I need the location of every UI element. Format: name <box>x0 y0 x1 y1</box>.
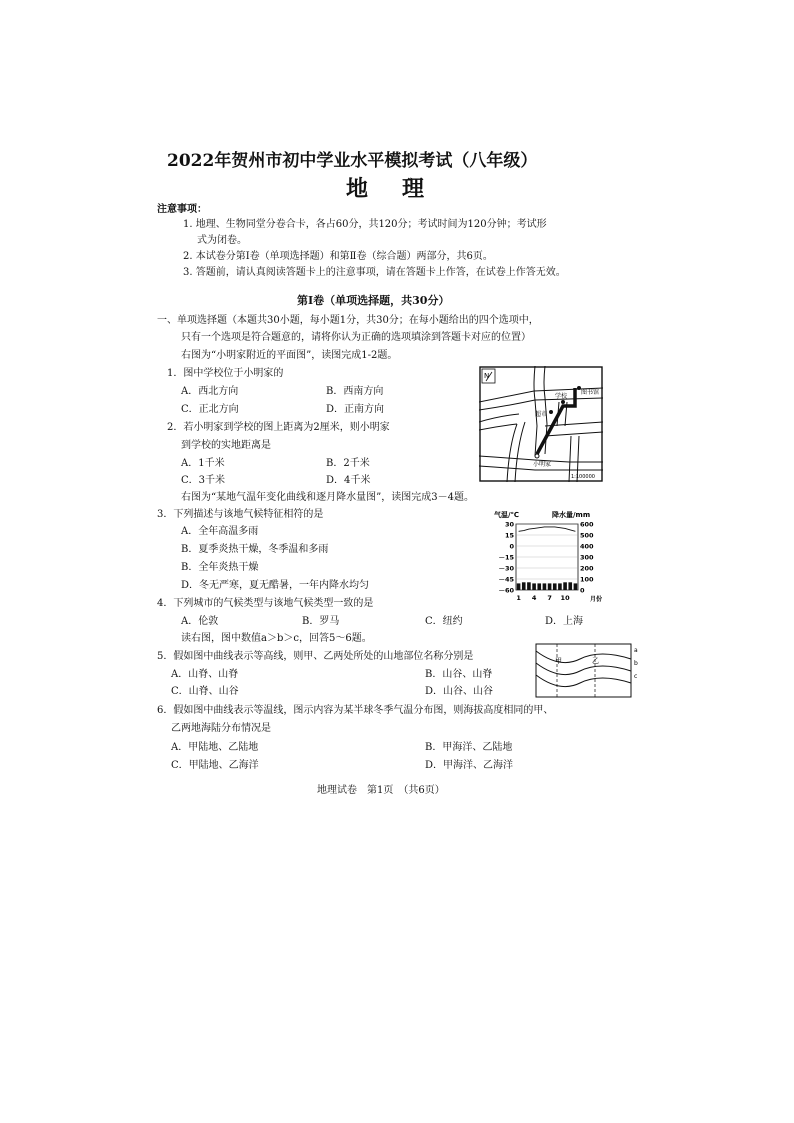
question-stem-cont: 乙两地海陆分布情况是 <box>171 723 271 734</box>
option: C．山脊、山谷 <box>171 686 239 697</box>
contour-label-yi: 乙 <box>592 657 599 665</box>
climate-left-tick: 15 <box>504 531 514 540</box>
option: D．上海 <box>545 616 584 627</box>
question-stem: 2．若小明家到学校的图上距离为2厘米，则小明家 <box>167 422 390 433</box>
figure-intro: 右图为“某地气温年变化曲线和逐月降水量图”，读图完成3－4题。 <box>181 492 474 503</box>
climate-left-title: 气温/℃ <box>494 511 520 519</box>
note-item: 1. 地理、生物同堂分卷合卡，各占60分，共120分；考试时间为120分钟；考试形 <box>183 219 547 230</box>
option: B．2千米 <box>326 458 370 469</box>
climate-x-tick: 1 <box>516 594 521 602</box>
option: B．西南方向 <box>326 386 384 397</box>
neighborhood-map <box>479 366 603 482</box>
option: A．伦敦 <box>181 616 219 627</box>
option: B．山谷、山脊 <box>425 669 493 680</box>
precip-bar <box>563 582 567 590</box>
contour-line-b: b <box>634 660 638 667</box>
climate-right-tick: 200 <box>580 564 594 573</box>
climate-x-tick: 7 <box>547 594 552 602</box>
north-arrow-label: N <box>484 372 490 380</box>
climate-right-title: 降水量/mm <box>552 511 591 519</box>
option: B．甲海洋、乙陆地 <box>425 742 513 753</box>
climate-right-tick: 400 <box>580 542 594 551</box>
climate-right-tick: 100 <box>580 575 594 584</box>
option: D．4千米 <box>326 475 371 486</box>
question-stem: 6．假如图中曲线表示等温线，图示内容为某半球冬季气温分布图，则海拔高度相同的甲、 <box>157 705 554 716</box>
climate-right-tick: 500 <box>580 531 594 540</box>
precip-bar <box>527 582 531 590</box>
section-title: 第Ⅰ卷（单项选择题，共30分） <box>297 294 450 307</box>
contour-line-a: a <box>634 647 638 654</box>
precip-bar <box>574 583 578 590</box>
option: B．全年炎热干燥 <box>181 562 259 573</box>
option: D．冬无严寒，夏无酷暑，一年内降水均匀 <box>181 580 370 591</box>
option: A．山脊、山脊 <box>171 669 239 680</box>
climate-x-tick: 10 <box>560 594 570 602</box>
contour-label-jia: 甲 <box>555 657 562 665</box>
question-stem: 4．下列城市的气候类型与该地气候类型一致的是 <box>157 598 374 609</box>
precip-bar <box>537 583 541 590</box>
section-instruction: 一、单项选择题（本题共30小题，每小题1分，共30分；在每小题给出的四个选项中， <box>157 315 539 326</box>
figure-intro: 读右图，图中数值a＞b＞c，回答5～6题。 <box>181 633 372 644</box>
precip-bar <box>568 582 572 590</box>
option: A．1千米 <box>181 458 225 469</box>
option: A．西北方向 <box>181 386 239 397</box>
notes-heading: 注意事项： <box>157 204 207 215</box>
climate-left-tick: 30 <box>504 520 514 529</box>
precip-bar <box>517 583 521 590</box>
section-instruction: 只有一个选项是符合题意的，请将你认为正确的选项填涂到答题卡对应的位置） <box>181 332 531 343</box>
temperature-line <box>519 527 576 531</box>
note-item: 3. 答题前，请认真阅读答题卡上的注意事项，请在答题卡上作答，在试卷上作答无效。 <box>183 267 566 278</box>
map-label-home: 小明家 <box>533 461 552 468</box>
option: B．罗马 <box>302 616 340 627</box>
map-scale: 1:100000 <box>571 474 595 480</box>
note-item: 式为闭卷。 <box>197 235 247 246</box>
climate-x-unit: 月份 <box>590 596 603 603</box>
subject-title: 地 理 <box>346 176 431 202</box>
figure-intro: 右图为“小明家附近的平面图”，读图完成1-2题。 <box>181 350 398 361</box>
map-label-library: 图书馆 <box>581 389 600 396</box>
precip-bar <box>548 583 552 590</box>
option: D．山谷、山谷 <box>425 686 494 697</box>
climate-left-tick: －45 <box>498 575 514 584</box>
precip-bar <box>553 583 557 590</box>
climate-left-tick: －60 <box>498 586 514 595</box>
note-item: 2. 本试卷分第Ⅰ卷（单项选择题）和第Ⅱ卷（综合题）两部分，共6页。 <box>183 251 493 262</box>
option: C．甲陆地、乙海洋 <box>171 760 259 771</box>
question-stem-cont: 到学校的实地距离是 <box>181 440 271 451</box>
precip-bar <box>532 583 536 590</box>
climate-left-tick: 0 <box>509 542 514 551</box>
climate-chart <box>494 508 608 604</box>
question-stem: 3．下列描述与该地气候特征相符的是 <box>157 509 324 520</box>
precip-bar <box>522 582 526 590</box>
contour-figure <box>535 643 645 699</box>
option: B．夏季炎热干燥，冬季温和多雨 <box>181 544 329 555</box>
option: C．3千米 <box>181 475 226 486</box>
contour-line-c: c <box>634 673 638 680</box>
climate-right-tick: 600 <box>580 520 594 529</box>
map-label-school: 学校 <box>555 393 568 400</box>
option: D．甲海洋、乙海洋 <box>425 760 514 771</box>
option: A．甲陆地、乙陆地 <box>171 742 259 753</box>
question-stem: 1．图中学校位于小明家的 <box>167 368 284 379</box>
exam-title: 2022年贺州市初中学业水平模拟考试（八年级） <box>167 151 538 171</box>
climate-right-tick: 300 <box>580 553 594 562</box>
page-footer: 地理试卷 第1页 （共6页） <box>317 785 445 796</box>
climate-left-tick: －30 <box>498 564 514 573</box>
precip-bar <box>543 583 547 590</box>
map-label-supermarket: 超市 <box>535 411 548 418</box>
option: C．纽约 <box>425 616 463 627</box>
climate-right-tick: 0 <box>580 586 585 595</box>
option: A．全年高温多雨 <box>181 526 259 537</box>
climate-x-tick: 4 <box>531 594 537 602</box>
precip-bar <box>558 583 562 590</box>
question-stem: 5．假如图中曲线表示等高线，则甲、乙两处所处的山地部位名称分别是 <box>157 651 474 662</box>
option: D．正南方向 <box>326 404 385 415</box>
climate-left-tick: －15 <box>498 553 514 562</box>
option: C．正北方向 <box>181 404 239 415</box>
